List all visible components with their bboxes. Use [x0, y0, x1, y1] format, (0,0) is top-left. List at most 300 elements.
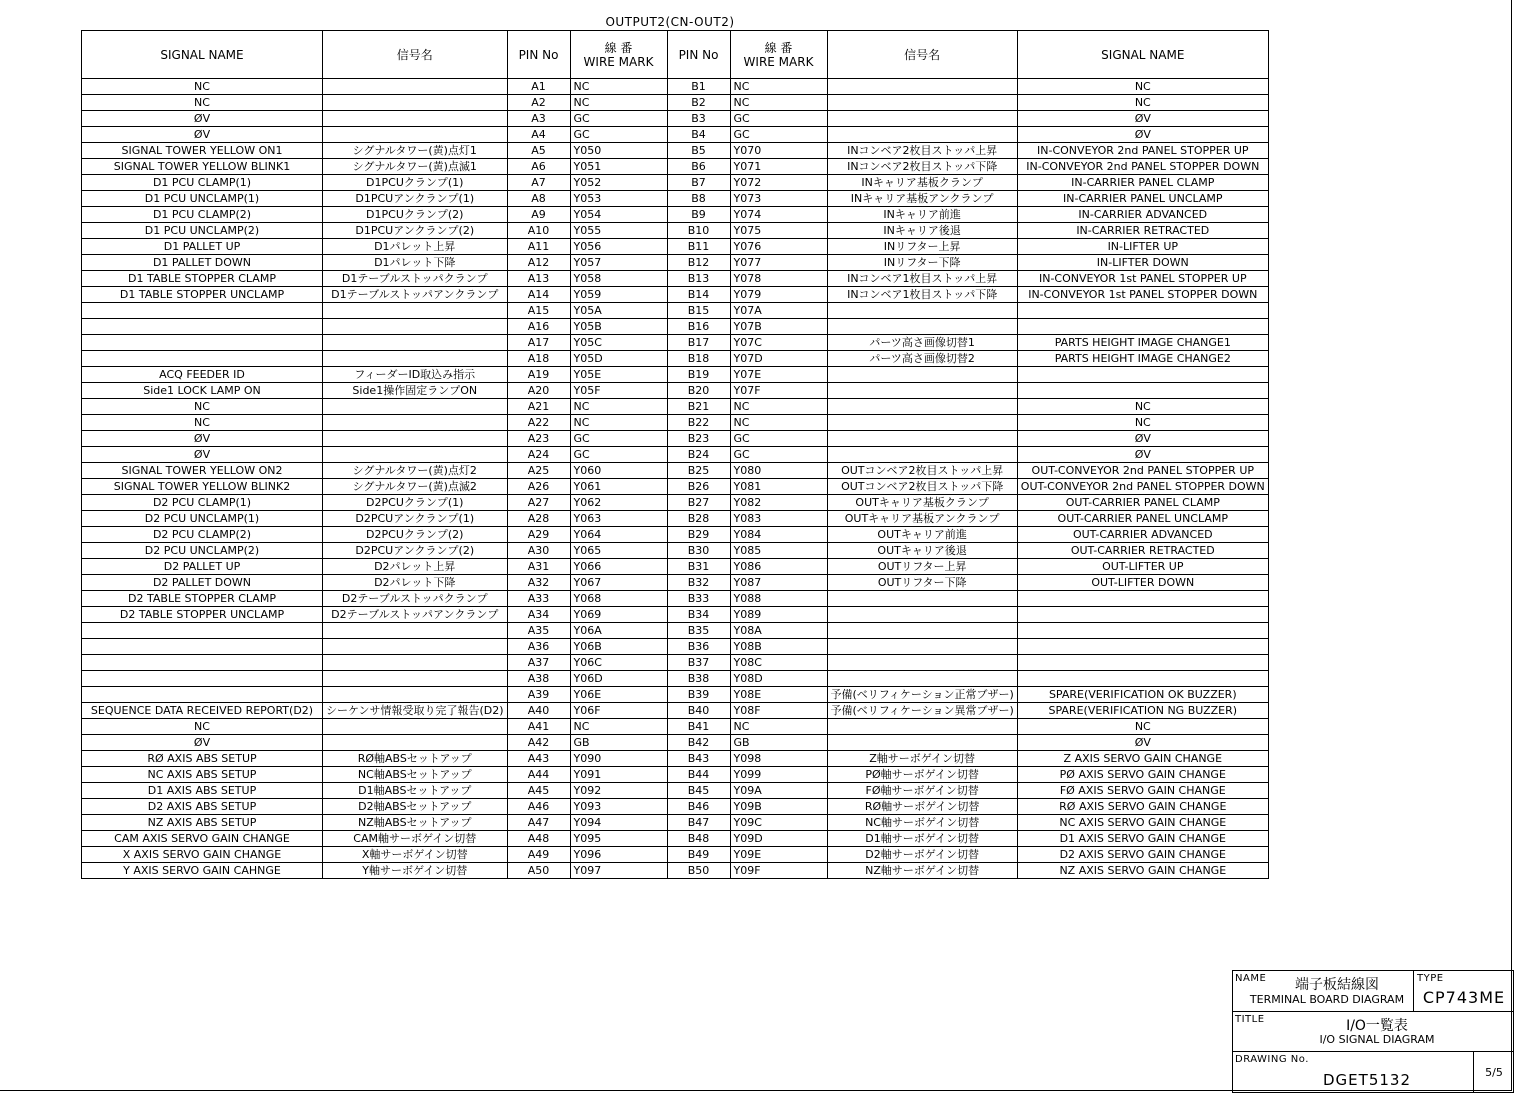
- pin-left-cell: A28: [507, 511, 570, 527]
- signal-name-left-cell: SIGNAL TOWER YELLOW ON2: [82, 463, 323, 479]
- pin-left-cell: A39: [507, 687, 570, 703]
- jp-name-left-cell: シグナルタワー(黄)点滅2: [323, 479, 508, 495]
- pin-right-cell: B6: [667, 159, 730, 175]
- pin-left-cell: A1: [507, 79, 570, 95]
- wire-mark-left-cell: Y094: [570, 815, 667, 831]
- wire-mark-right-cell: Y09E: [730, 847, 827, 863]
- pin-right-cell: B13: [667, 271, 730, 287]
- wire-mark-left-cell: Y06A: [570, 623, 667, 639]
- wire-mark-right-cell: NC: [730, 95, 827, 111]
- jp-name-left-cell: シグナルタワー(黄)点灯2: [323, 463, 508, 479]
- jp-name-left-cell: [323, 335, 508, 351]
- jp-name-left-cell: D1PCUクランプ(1): [323, 175, 508, 191]
- jp-name-left-cell: D1PCUクランプ(2): [323, 207, 508, 223]
- header-wire-right-jp: 線 番: [764, 40, 793, 55]
- jp-name-left-cell: [323, 95, 508, 111]
- wire-mark-right-cell: Y071: [730, 159, 827, 175]
- wire-mark-left-cell: Y059: [570, 287, 667, 303]
- jp-name-left-cell: [323, 687, 508, 703]
- signal-name-left-cell: SIGNAL TOWER YELLOW BLINK2: [82, 479, 323, 495]
- jp-name-right-cell: パーツ高さ画像切替2: [827, 351, 1017, 367]
- jp-name-left-cell: [323, 719, 508, 735]
- jp-name-right-cell: [827, 735, 1017, 751]
- wire-mark-right-cell: Y07A: [730, 303, 827, 319]
- wire-mark-left-cell: Y097: [570, 863, 667, 879]
- header-wire-mark-left: [570, 31, 667, 79]
- pin-right-cell: B23: [667, 431, 730, 447]
- wire-mark-left-cell: Y060: [570, 463, 667, 479]
- jp-name-left-cell: [323, 623, 508, 639]
- jp-name-right-cell: INコンベア2枚目ストッパ下降: [827, 159, 1017, 175]
- wire-mark-right-cell: Y073: [730, 191, 827, 207]
- pin-right-cell: B39: [667, 687, 730, 703]
- jp-name-left-cell: D2PCUアンクランプ(1): [323, 511, 508, 527]
- wire-mark-right-cell: GB: [730, 735, 827, 751]
- wire-mark-left-cell: GC: [570, 111, 667, 127]
- signal-name-left-cell: D1 PCU CLAMP(2): [82, 207, 323, 223]
- signal-name-left-cell: NC: [82, 95, 323, 111]
- wire-mark-left-cell: Y05E: [570, 367, 667, 383]
- wire-mark-left-cell: Y054: [570, 207, 667, 223]
- pin-right-cell: B12: [667, 255, 730, 271]
- signal-name-right-cell: OUT-CONVEYOR 2nd PANEL STOPPER DOWN: [1017, 479, 1268, 495]
- pin-right-cell: B29: [667, 527, 730, 543]
- wire-mark-left-cell: NC: [570, 415, 667, 431]
- signal-name-left-cell: ØV: [82, 735, 323, 751]
- table-row: [82, 559, 1269, 575]
- signal-name-right-cell: ØV: [1017, 111, 1268, 127]
- wire-mark-right-cell: Y078: [730, 271, 827, 287]
- signal-name-right-cell: IN-CONVEYOR 2nd PANEL STOPPER DOWN: [1017, 159, 1268, 175]
- wire-mark-left-cell: Y057: [570, 255, 667, 271]
- title-label: TITLE: [1235, 1014, 1265, 1025]
- wire-mark-right-cell: Y09B: [730, 799, 827, 815]
- pin-right-cell: B25: [667, 463, 730, 479]
- header-signal-name-right: SIGNAL NAME: [1017, 31, 1268, 79]
- signal-name-left-cell: NC AXIS ABS SETUP: [82, 767, 323, 783]
- signal-name-left-cell: [82, 335, 323, 351]
- signal-name-right-cell: IN-CARRIER ADVANCED: [1017, 207, 1268, 223]
- signal-name-right-cell: NC: [1017, 719, 1268, 735]
- signal-name-left-cell: D1 PALLET UP: [82, 239, 323, 255]
- table-row: [82, 159, 1269, 175]
- wire-mark-left-cell: Y052: [570, 175, 667, 191]
- wire-mark-right-cell: NC: [730, 399, 827, 415]
- signal-name-left-cell: D2 PCU CLAMP(2): [82, 527, 323, 543]
- signal-name-left-cell: [82, 319, 323, 335]
- signal-name-right-cell: [1017, 303, 1268, 319]
- signal-name-right-cell: NC: [1017, 399, 1268, 415]
- type-label: TYPE: [1417, 973, 1444, 984]
- wire-mark-left-cell: Y065: [570, 543, 667, 559]
- header-jp-name-left: 信号名: [323, 31, 508, 79]
- signal-name-left-cell: SEQUENCE DATA RECEIVED REPORT(D2): [82, 703, 323, 719]
- wire-mark-left-cell: NC: [570, 79, 667, 95]
- jp-name-left-cell: Side1操作固定ランプON: [323, 383, 508, 399]
- wire-mark-left-cell: Y093: [570, 799, 667, 815]
- signal-name-right-cell: NC: [1017, 415, 1268, 431]
- signal-name-left-cell: D1 PCU UNCLAMP(1): [82, 191, 323, 207]
- signal-name-left-cell: D2 PALLET DOWN: [82, 575, 323, 591]
- pin-left-cell: A43: [507, 751, 570, 767]
- title-en: I/O SIGNAL DIAGRAM: [1319, 1033, 1435, 1046]
- pin-right-cell: B38: [667, 671, 730, 687]
- table-row: [82, 623, 1269, 639]
- signal-name-right-cell: NC: [1017, 95, 1268, 111]
- signal-name-right-cell: IN-LIFTER UP: [1017, 239, 1268, 255]
- wire-mark-left-cell: GB: [570, 735, 667, 751]
- pin-right-cell: B46: [667, 799, 730, 815]
- jp-name-left-cell: D1PCUアンクランプ(1): [323, 191, 508, 207]
- jp-name-left-cell: CAM軸サーボゲイン切替: [323, 831, 508, 847]
- jp-name-right-cell: INキャリア後退: [827, 223, 1017, 239]
- jp-name-right-cell: 予備(ベリフィケーション正常ブザー): [827, 687, 1017, 703]
- wire-mark-left-cell: Y096: [570, 847, 667, 863]
- signal-name-left-cell: [82, 303, 323, 319]
- wire-mark-right-cell: Y072: [730, 175, 827, 191]
- pin-right-cell: B40: [667, 703, 730, 719]
- table-row: [82, 527, 1269, 543]
- jp-name-right-cell: INコンベア1枚目ストッパ下降: [827, 287, 1017, 303]
- table-row: [82, 783, 1269, 799]
- jp-name-left-cell: D1テーブルストッパクランプ: [323, 271, 508, 287]
- jp-name-right-cell: 予備(ベリフィケーション異常ブザー): [827, 703, 1017, 719]
- jp-name-left-cell: D2PCUクランプ(1): [323, 495, 508, 511]
- pin-right-cell: B7: [667, 175, 730, 191]
- signal-name-right-cell: OUT-LIFTER UP: [1017, 559, 1268, 575]
- signal-name-right-cell: NC AXIS SERVO GAIN CHANGE: [1017, 815, 1268, 831]
- table-row: [82, 591, 1269, 607]
- wire-mark-left-cell: Y050: [570, 143, 667, 159]
- pin-right-cell: B50: [667, 863, 730, 879]
- jp-name-left-cell: D2パレット上昇: [323, 559, 508, 575]
- jp-name-right-cell: [827, 447, 1017, 463]
- jp-name-right-cell: RØ軸サーボゲイン切替: [827, 799, 1017, 815]
- header-signal-name-left: SIGNAL NAME: [82, 31, 323, 79]
- pin-right-cell: B36: [667, 639, 730, 655]
- pin-right-cell: B28: [667, 511, 730, 527]
- signal-name-right-cell: OUT-CARRIER PANEL UNCLAMP: [1017, 511, 1268, 527]
- wire-mark-right-cell: NC: [730, 415, 827, 431]
- table-row: [82, 207, 1269, 223]
- table-row: [82, 287, 1269, 303]
- jp-name-right-cell: [827, 319, 1017, 335]
- table-row: [82, 847, 1269, 863]
- wire-mark-right-cell: NC: [730, 719, 827, 735]
- signal-name-right-cell: [1017, 607, 1268, 623]
- pin-right-cell: B17: [667, 335, 730, 351]
- pin-left-cell: A18: [507, 351, 570, 367]
- wire-mark-right-cell: Y084: [730, 527, 827, 543]
- signal-name-left-cell: D1 PALLET DOWN: [82, 255, 323, 271]
- wire-mark-left-cell: GC: [570, 447, 667, 463]
- wire-mark-left-cell: Y090: [570, 751, 667, 767]
- signal-name-right-cell: ØV: [1017, 431, 1268, 447]
- table-row: [82, 543, 1269, 559]
- wire-mark-left-cell: Y091: [570, 767, 667, 783]
- pin-left-cell: A23: [507, 431, 570, 447]
- signal-name-left-cell: SIGNAL TOWER YELLOW ON1: [82, 143, 323, 159]
- wire-mark-right-cell: Y082: [730, 495, 827, 511]
- pin-right-cell: B26: [667, 479, 730, 495]
- wire-mark-right-cell: Y088: [730, 591, 827, 607]
- signal-name-right-cell: IN-CARRIER PANEL UNCLAMP: [1017, 191, 1268, 207]
- wire-mark-right-cell: Y075: [730, 223, 827, 239]
- table-row: [82, 479, 1269, 495]
- wire-mark-left-cell: Y051: [570, 159, 667, 175]
- jp-name-left-cell: D2PCUアンクランプ(2): [323, 543, 508, 559]
- pin-left-cell: A33: [507, 591, 570, 607]
- pin-left-cell: A31: [507, 559, 570, 575]
- pin-left-cell: A8: [507, 191, 570, 207]
- wire-mark-left-cell: NC: [570, 95, 667, 111]
- header-wire-left-en: WIRE MARK: [583, 54, 654, 69]
- table-row: [82, 607, 1269, 623]
- jp-name-right-cell: [827, 591, 1017, 607]
- jp-name-left-cell: [323, 735, 508, 751]
- signal-name-right-cell: [1017, 319, 1268, 335]
- table-row: [82, 239, 1269, 255]
- pin-left-cell: A37: [507, 655, 570, 671]
- wire-mark-left-cell: Y067: [570, 575, 667, 591]
- signal-name-left-cell: D2 TABLE STOPPER UNCLAMP: [82, 607, 323, 623]
- signal-name-left-cell: D1 PCU UNCLAMP(2): [82, 223, 323, 239]
- wire-mark-left-cell: Y06F: [570, 703, 667, 719]
- jp-name-right-cell: [827, 431, 1017, 447]
- wire-mark-right-cell: Y089: [730, 607, 827, 623]
- pin-right-cell: B43: [667, 751, 730, 767]
- jp-name-right-cell: [827, 623, 1017, 639]
- table-row: [82, 463, 1269, 479]
- wire-mark-left-cell: Y06B: [570, 639, 667, 655]
- pin-right-cell: B41: [667, 719, 730, 735]
- wire-mark-left-cell: Y058: [570, 271, 667, 287]
- signal-name-right-cell: OUT-CONVEYOR 2nd PANEL STOPPER UP: [1017, 463, 1268, 479]
- table-row: [82, 671, 1269, 687]
- wire-mark-left-cell: Y069: [570, 607, 667, 623]
- jp-name-left-cell: D2軸ABSセットアップ: [323, 799, 508, 815]
- wire-mark-left-cell: Y05B: [570, 319, 667, 335]
- pin-right-cell: B2: [667, 95, 730, 111]
- signal-name-left-cell: [82, 671, 323, 687]
- wire-mark-right-cell: Y080: [730, 463, 827, 479]
- jp-name-right-cell: OUTキャリア基板アンクランプ: [827, 511, 1017, 527]
- signal-name-right-cell: [1017, 623, 1268, 639]
- table-row: [82, 719, 1269, 735]
- signal-name-right-cell: [1017, 655, 1268, 671]
- wire-mark-right-cell: Y081: [730, 479, 827, 495]
- wire-mark-left-cell: GC: [570, 127, 667, 143]
- wire-mark-right-cell: Y099: [730, 767, 827, 783]
- signal-name-right-cell: PØ AXIS SERVO GAIN CHANGE: [1017, 767, 1268, 783]
- pin-right-cell: B10: [667, 223, 730, 239]
- wire-mark-right-cell: Y076: [730, 239, 827, 255]
- wire-mark-right-cell: GC: [730, 447, 827, 463]
- wire-mark-right-cell: Y07B: [730, 319, 827, 335]
- jp-name-right-cell: [827, 111, 1017, 127]
- pin-left-cell: A42: [507, 735, 570, 751]
- jp-name-right-cell: INキャリア前進: [827, 207, 1017, 223]
- jp-name-left-cell: シグナルタワー(黄)点滅1: [323, 159, 508, 175]
- signal-name-right-cell: [1017, 591, 1268, 607]
- signal-name-left-cell: X AXIS SERVO GAIN CHANGE: [82, 847, 323, 863]
- signal-name-right-cell: PARTS HEIGHT IMAGE CHANGE1: [1017, 335, 1268, 351]
- wire-mark-right-cell: Y09C: [730, 815, 827, 831]
- jp-name-right-cell: [827, 399, 1017, 415]
- table-row: [82, 255, 1269, 271]
- table-row: [82, 95, 1269, 111]
- jp-name-right-cell: [827, 671, 1017, 687]
- wire-mark-left-cell: Y063: [570, 511, 667, 527]
- signal-name-right-cell: IN-CONVEYOR 1st PANEL STOPPER UP: [1017, 271, 1268, 287]
- signal-name-right-cell: IN-CONVEYOR 1st PANEL STOPPER DOWN: [1017, 287, 1268, 303]
- signal-name-right-cell: PARTS HEIGHT IMAGE CHANGE2: [1017, 351, 1268, 367]
- table-row: [82, 735, 1269, 751]
- signal-name-left-cell: CAM AXIS SERVO GAIN CHANGE: [82, 831, 323, 847]
- signal-name-right-cell: OUT-CARRIER PANEL CLAMP: [1017, 495, 1268, 511]
- wire-mark-right-cell: Y08B: [730, 639, 827, 655]
- signal-name-right-cell: IN-CARRIER RETRACTED: [1017, 223, 1268, 239]
- pin-right-cell: B22: [667, 415, 730, 431]
- jp-name-left-cell: D2テーブルストッパクランプ: [323, 591, 508, 607]
- pin-left-cell: A50: [507, 863, 570, 879]
- table-row: [82, 271, 1269, 287]
- wire-mark-right-cell: Y08D: [730, 671, 827, 687]
- pin-left-cell: A48: [507, 831, 570, 847]
- wire-mark-left-cell: NC: [570, 719, 667, 735]
- jp-name-left-cell: Y軸サーボゲイン切替: [323, 863, 508, 879]
- table-row: [82, 223, 1269, 239]
- signal-name-right-cell: [1017, 367, 1268, 383]
- pin-right-cell: B20: [667, 383, 730, 399]
- wire-mark-right-cell: Y09F: [730, 863, 827, 879]
- wire-mark-left-cell: Y092: [570, 783, 667, 799]
- signal-name-right-cell: D2 AXIS SERVO GAIN CHANGE: [1017, 847, 1268, 863]
- wire-mark-right-cell: Y08C: [730, 655, 827, 671]
- table-row: [82, 351, 1269, 367]
- signal-name-right-cell: RØ AXIS SERVO GAIN CHANGE: [1017, 799, 1268, 815]
- io-table-body: [82, 79, 1269, 879]
- wire-mark-left-cell: GC: [570, 431, 667, 447]
- jp-name-right-cell: OUTキャリア前進: [827, 527, 1017, 543]
- wire-mark-left-cell: Y095: [570, 831, 667, 847]
- pin-right-cell: B24: [667, 447, 730, 463]
- type-value: CP743ME: [1422, 988, 1506, 1007]
- pin-left-cell: A10: [507, 223, 570, 239]
- pin-left-cell: A21: [507, 399, 570, 415]
- signal-name-left-cell: D2 PCU CLAMP(1): [82, 495, 323, 511]
- pin-right-cell: B16: [667, 319, 730, 335]
- jp-name-left-cell: NZ軸ABSセットアップ: [323, 815, 508, 831]
- pin-right-cell: B19: [667, 367, 730, 383]
- pin-left-cell: A41: [507, 719, 570, 735]
- header-wire-left-jp: 線 番: [604, 40, 633, 55]
- jp-name-left-cell: D2テーブルストッパアンクランプ: [323, 607, 508, 623]
- jp-name-left-cell: [323, 671, 508, 687]
- drawing-no-label: DRAWING No.: [1235, 1054, 1309, 1065]
- pin-right-cell: B30: [667, 543, 730, 559]
- table-row: [82, 367, 1269, 383]
- wire-mark-left-cell: Y053: [570, 191, 667, 207]
- signal-name-left-cell: D2 PALLET UP: [82, 559, 323, 575]
- table-row: [82, 831, 1269, 847]
- signal-name-left-cell: NC: [82, 415, 323, 431]
- signal-name-left-cell: ACQ FEEDER ID: [82, 367, 323, 383]
- table-row: [82, 191, 1269, 207]
- signal-name-right-cell: ØV: [1017, 127, 1268, 143]
- jp-name-right-cell: INコンベア1枚目ストッパ上昇: [827, 271, 1017, 287]
- wire-mark-left-cell: Y05A: [570, 303, 667, 319]
- signal-name-left-cell: ØV: [82, 127, 323, 143]
- pin-left-cell: A3: [507, 111, 570, 127]
- table-row: [82, 447, 1269, 463]
- pin-left-cell: A16: [507, 319, 570, 335]
- wire-mark-right-cell: Y079: [730, 287, 827, 303]
- wire-mark-right-cell: Y09A: [730, 783, 827, 799]
- wire-mark-left-cell: Y05C: [570, 335, 667, 351]
- jp-name-left-cell: [323, 303, 508, 319]
- jp-name-left-cell: [323, 79, 508, 95]
- jp-name-right-cell: [827, 607, 1017, 623]
- wire-mark-right-cell: GC: [730, 111, 827, 127]
- pin-left-cell: A9: [507, 207, 570, 223]
- jp-name-left-cell: D2PCUクランプ(2): [323, 527, 508, 543]
- jp-name-right-cell: INキャリア基板クランプ: [827, 175, 1017, 191]
- wire-mark-right-cell: Y08E: [730, 687, 827, 703]
- pin-right-cell: B11: [667, 239, 730, 255]
- jp-name-left-cell: D1PCUアンクランプ(2): [323, 223, 508, 239]
- jp-name-right-cell: Z軸サーボゲイン切替: [827, 751, 1017, 767]
- signal-name-right-cell: D1 AXIS SERVO GAIN CHANGE: [1017, 831, 1268, 847]
- signal-name-left-cell: NC: [82, 79, 323, 95]
- wire-mark-left-cell: Y05F: [570, 383, 667, 399]
- jp-name-left-cell: X軸サーボゲイン切替: [323, 847, 508, 863]
- signal-name-left-cell: [82, 687, 323, 703]
- jp-name-left-cell: [323, 127, 508, 143]
- pin-right-cell: B14: [667, 287, 730, 303]
- wire-mark-right-cell: GC: [730, 431, 827, 447]
- drawing-no-value: DGET5132: [1323, 1071, 1411, 1089]
- jp-name-right-cell: D1軸サーボゲイン切替: [827, 831, 1017, 847]
- wire-mark-right-cell: Y077: [730, 255, 827, 271]
- wire-mark-right-cell: Y087: [730, 575, 827, 591]
- pin-left-cell: A25: [507, 463, 570, 479]
- pin-left-cell: A26: [507, 479, 570, 495]
- header-wire-right-en: WIRE MARK: [743, 54, 814, 69]
- table-row: [82, 639, 1269, 655]
- pin-left-cell: A11: [507, 239, 570, 255]
- name-jp: 端子板結線図: [1295, 977, 1379, 993]
- pin-right-cell: B34: [667, 607, 730, 623]
- pin-right-cell: B27: [667, 495, 730, 511]
- pin-right-cell: B49: [667, 847, 730, 863]
- signal-name-right-cell: Z AXIS SERVO GAIN CHANGE: [1017, 751, 1268, 767]
- jp-name-left-cell: [323, 319, 508, 335]
- pin-left-cell: A32: [507, 575, 570, 591]
- pin-right-cell: B4: [667, 127, 730, 143]
- signal-name-right-cell: NC: [1017, 79, 1268, 95]
- pin-right-cell: B48: [667, 831, 730, 847]
- pin-right-cell: B9: [667, 207, 730, 223]
- jp-name-left-cell: D2パレット下降: [323, 575, 508, 591]
- header-pin-left: PIN No: [507, 31, 570, 79]
- table-row: [82, 703, 1269, 719]
- wire-mark-right-cell: Y09D: [730, 831, 827, 847]
- signal-name-left-cell: NC: [82, 719, 323, 735]
- signal-name-right-cell: IN-CONVEYOR 2nd PANEL STOPPER UP: [1017, 143, 1268, 159]
- wire-mark-left-cell: Y06E: [570, 687, 667, 703]
- jp-name-right-cell: [827, 79, 1017, 95]
